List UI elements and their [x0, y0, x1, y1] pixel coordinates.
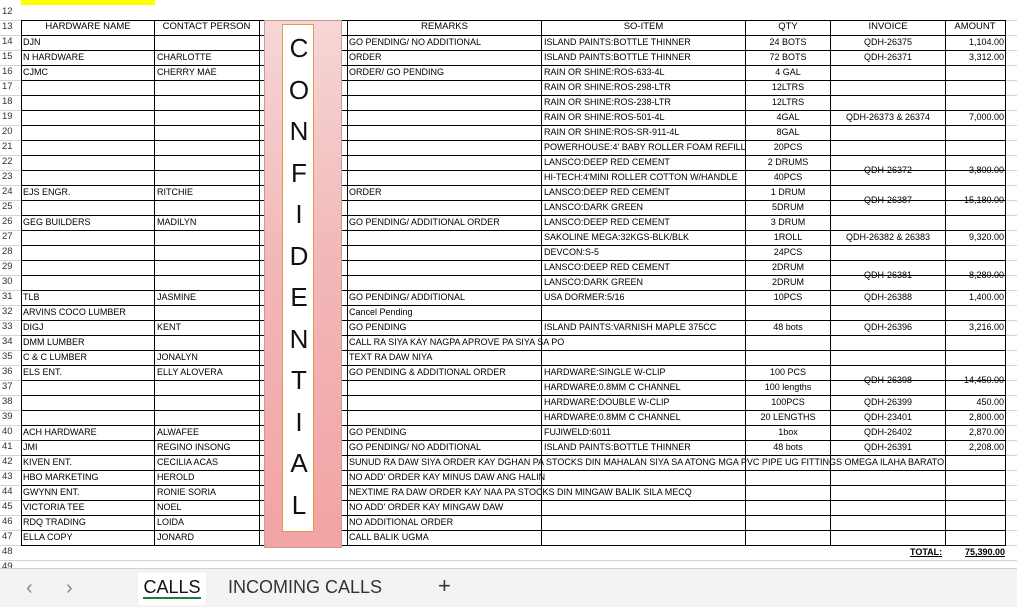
qty-cell[interactable]: 48 bots [773, 442, 803, 452]
row-border [21, 155, 1006, 156]
qty-cell[interactable]: 12LTRS [771, 97, 805, 107]
qty-cell[interactable]: 100PCS [771, 397, 805, 407]
header-remarks[interactable]: REMARKS [421, 21, 468, 32]
invoice-cell[interactable]: QDH-26373 & 26374 [845, 112, 931, 122]
hardware-name-cell[interactable]: KIVEN ENT. [23, 457, 73, 467]
remarks-cell[interactable]: GO PENDING/ NO ADDITIONAL [349, 442, 482, 452]
so-item-cell[interactable]: LANSCO:DEEP RED CEMENT [544, 262, 670, 272]
amount-cell[interactable]: 450.00 [976, 397, 1004, 407]
invoice-cell[interactable]: QDH-23401 [863, 412, 913, 422]
total-value[interactable]: 75,390.00 [964, 547, 1005, 557]
watermark-letter: A [290, 448, 308, 478]
row-number[interactable]: 21 [2, 141, 13, 152]
row-number[interactable]: 28 [2, 246, 13, 257]
row-border [21, 245, 1006, 246]
contact-person-cell[interactable]: CHARLOTTE [157, 52, 212, 62]
row-number[interactable]: 12 [2, 6, 13, 17]
qty-cell[interactable]: 1ROLL [773, 232, 803, 242]
contact-person-cell[interactable]: KENT [157, 322, 182, 332]
hardware-name-cell[interactable]: ARVINS COCO LUMBER [23, 307, 126, 317]
tab-calls-label: CALLS [143, 577, 201, 597]
qty-cell[interactable]: 24PCS [773, 247, 803, 257]
watermark-letter: T [291, 365, 307, 395]
add-sheet-button[interactable]: + [438, 573, 451, 598]
so-item-cell[interactable]: RAIN OR SHINE:ROS-633-4L [544, 67, 665, 77]
column-border [259, 20, 260, 545]
row-number[interactable]: 40 [2, 426, 13, 437]
row-number[interactable]: 45 [2, 501, 13, 512]
so-item-cell[interactable]: RAIN OR SHINE:ROS-501-4L [544, 112, 665, 122]
row-number[interactable]: 43 [2, 471, 13, 482]
remarks-cell[interactable]: GO PENDING/ ADDITIONAL [349, 292, 466, 302]
hardware-name-cell[interactable]: ACH HARDWARE [23, 427, 97, 437]
row-number[interactable]: 31 [2, 291, 13, 302]
so-item-cell[interactable]: HARDWARE:DOUBLE W-CLIP [544, 397, 670, 407]
row-border [21, 80, 1006, 81]
row-number[interactable]: 49 [2, 561, 13, 568]
header-amount[interactable]: AMOUNT [954, 21, 996, 32]
qty-cell[interactable]: 2 DRUMS [767, 157, 809, 167]
total-label[interactable]: TOTAL: [910, 547, 943, 557]
hardware-name-cell[interactable]: TLB [23, 292, 40, 302]
so-item-cell[interactable]: POWERHOUSE:4' BABY ROLLER FOAM REFILL [544, 142, 746, 152]
invoice-cell[interactable]: QDH-26398 [863, 374, 913, 385]
amount-cell[interactable]: 3,312.00 [968, 52, 1004, 62]
amount-cell[interactable]: 3,216.00 [968, 322, 1004, 332]
row-number[interactable]: 38 [2, 396, 13, 407]
contact-person-cell[interactable]: HEROLD [157, 472, 195, 482]
hardware-name-cell[interactable]: ELS ENT. [23, 367, 63, 377]
qty-cell[interactable]: 100 lengths [764, 382, 812, 392]
row-number[interactable]: 36 [2, 366, 13, 377]
hardware-name-cell[interactable]: CJMC [23, 67, 48, 77]
amount-cell[interactable]: 3,800.00 [968, 164, 1004, 175]
row-number[interactable]: 47 [2, 531, 13, 542]
confidential-watermark [282, 24, 314, 532]
header-so-item[interactable]: SO-ITEM [623, 21, 664, 32]
row-number[interactable]: 41 [2, 441, 13, 452]
contact-person-cell[interactable]: RITCHIE [157, 187, 193, 197]
column-border [945, 20, 946, 545]
hardware-name-cell[interactable]: C & C LUMBER [23, 352, 88, 362]
qty-cell[interactable]: 2DRUM [771, 277, 804, 287]
chevron-left-icon[interactable]: ‹ [26, 577, 33, 599]
remarks-cell[interactable]: NO ADD' ORDER KAY MINGAW DAW [349, 502, 504, 512]
hardware-name-cell[interactable]: EJS ENGR. [23, 187, 71, 197]
so-item-cell[interactable]: LANSCO:DEEP RED CEMENT [544, 217, 670, 227]
watermark-letter: D [289, 240, 309, 271]
invoice-cell[interactable]: QDH-26382 & 26383 [845, 232, 931, 242]
so-item-cell[interactable]: HARDWARE:SINGLE W-CLIP [544, 367, 666, 377]
header-contact-person[interactable]: CONTACT PERSON [162, 21, 251, 32]
row-number[interactable]: 13 [2, 21, 13, 32]
qty-cell[interactable]: 8GAL [776, 127, 800, 137]
invoice-cell[interactable]: QDH-26375 [863, 37, 913, 47]
row-border [21, 125, 1006, 126]
hardware-name-cell[interactable]: DJN [23, 37, 41, 47]
so-item-cell[interactable]: LANSCO:DARK GREEN [544, 202, 644, 212]
qty-cell[interactable]: 72 BOTS [769, 52, 807, 62]
contact-person-cell[interactable]: LOIDA [157, 517, 185, 527]
qty-cell[interactable]: 20PCS [773, 142, 803, 152]
watermark-letter: N [289, 116, 309, 146]
invoice-cell[interactable]: QDH-26388 [863, 292, 913, 302]
so-item-cell[interactable]: RAIN OR SHINE:ROS-298-LTR [544, 82, 671, 92]
row-number[interactable]: 27 [2, 231, 13, 242]
so-item-cell[interactable]: USA DORMER:5/16 [544, 292, 625, 302]
remarks-cell[interactable]: SUNUD RA DAW SIYA ORDER KAY DGHAN PA STOCKS DIN MAHALAN SIYA SA ATONG MGA PVC PIPE UG FITTINGS OMEGA ILAHA BARATO [349, 457, 945, 467]
so-item-cell[interactable]: LANSCO:DARK GREEN [544, 277, 644, 287]
sheet-tab-bar [0, 568, 1017, 607]
row-number[interactable]: 26 [2, 216, 13, 227]
column-border [21, 20, 22, 545]
invoice-cell[interactable]: QDH-26402 [863, 427, 913, 437]
qty-cell[interactable]: 20 LENGTHS [760, 412, 816, 422]
invoice-cell[interactable]: QDH-26391 [863, 442, 913, 452]
amount-cell[interactable]: 15,180.00 [963, 194, 1004, 205]
row-number[interactable]: 37 [2, 381, 13, 392]
row-number[interactable]: 29 [2, 261, 13, 272]
hardware-name-cell[interactable]: DIGJ [23, 322, 44, 332]
amount-cell[interactable]: 2,870.00 [968, 427, 1004, 437]
contact-person-cell[interactable]: ALWAFEE [157, 427, 200, 437]
hardware-name-cell[interactable]: N HARDWARE [23, 52, 85, 62]
watermark-letter: L [291, 489, 307, 520]
row-number[interactable]: 39 [2, 411, 13, 422]
row-number[interactable]: 25 [2, 201, 13, 212]
watermark-letter: I [295, 199, 303, 229]
remarks-cell[interactable]: ORDER [349, 187, 382, 197]
so-item-cell[interactable]: HARDWARE:0.8MM C CHANNEL [544, 412, 681, 422]
amount-cell[interactable]: 7,000.00 [968, 112, 1004, 122]
remarks-cell[interactable]: ORDER/ GO PENDING [349, 67, 445, 77]
grid-line [0, 560, 1017, 561]
so-item-cell[interactable]: ISLAND PAINTS:VARNISH MAPLE 375CC [544, 322, 717, 332]
watermark-letter: E [290, 282, 308, 312]
hardware-name-cell[interactable]: HBO MARKETING [23, 472, 99, 482]
remarks-cell[interactable]: CALL BALIK UGMA [349, 532, 429, 542]
row-number[interactable]: 33 [2, 321, 13, 332]
tab-incoming-calls[interactable]: INCOMING CALLS [228, 577, 383, 597]
column-border [1005, 20, 1006, 545]
row-number[interactable]: 14 [2, 36, 13, 47]
row-number[interactable]: 20 [2, 126, 13, 137]
qty-cell[interactable]: 48 bots [773, 322, 803, 332]
watermark-letter: F [291, 157, 307, 188]
remarks-cell[interactable]: GO PENDING [349, 322, 407, 332]
hardware-name-cell[interactable]: JMI [23, 442, 38, 452]
contact-person-cell[interactable]: JONARD [157, 532, 195, 542]
remarks-cell[interactable]: GO PENDING & ADDITIONAL ORDER [349, 367, 506, 377]
invoice-cell[interactable]: QDH-26371 [863, 52, 913, 62]
chevron-right-icon[interactable]: › [66, 577, 73, 599]
contact-person-cell[interactable]: CECILIA ACAS [157, 457, 219, 467]
remarks-cell[interactable]: ORDER [349, 52, 382, 62]
so-item-cell[interactable]: RAIN OR SHINE:ROS-SR-911-4L [544, 127, 680, 137]
row-border [21, 95, 1006, 96]
so-item-cell[interactable]: ISLAND PAINTS:BOTTLE THINNER [544, 37, 691, 47]
qty-cell[interactable]: 24 BOTS [769, 37, 807, 47]
hardware-name-cell[interactable]: ELLA COPY [23, 532, 73, 542]
so-item-cell[interactable]: LANSCO:DEEP RED CEMENT [544, 187, 670, 197]
remarks-cell[interactable]: GO PENDING [349, 427, 407, 437]
row-number[interactable]: 35 [2, 351, 13, 362]
contact-person-cell[interactable]: REGINO INSONG [157, 442, 231, 452]
amount-cell[interactable]: 14,450.00 [963, 374, 1004, 385]
qty-cell[interactable]: 40PCS [773, 172, 803, 182]
hardware-name-cell[interactable]: GWYNN ENT. [23, 487, 80, 497]
row-number[interactable]: 23 [2, 171, 13, 182]
hardware-name-cell[interactable]: GEG BUILDERS [23, 217, 91, 227]
hardware-name-cell[interactable]: DMM LUMBER [23, 337, 85, 347]
row-number[interactable]: 46 [2, 516, 13, 527]
invoice-cell[interactable]: QDH-26387 [863, 194, 913, 205]
remarks-cell[interactable]: NEXTIME RA DAW ORDER KAY NAA PA STOCKS DIN MINGAW BALIK SILA MECQ [349, 487, 692, 497]
contact-person-cell[interactable]: MADILYN [157, 217, 197, 227]
remarks-cell[interactable]: NO ADDITIONAL ORDER [349, 517, 454, 527]
amount-cell[interactable]: 2,208.00 [968, 442, 1004, 452]
so-item-cell[interactable]: RAIN OR SHINE:ROS-238-LTR [544, 97, 671, 107]
header-invoice[interactable]: INVOICE [868, 21, 908, 32]
amount-cell[interactable]: 8,280.00 [968, 269, 1004, 280]
amount-cell[interactable]: 1,400.00 [968, 292, 1004, 302]
remarks-cell[interactable]: Cancel Pending [349, 307, 413, 317]
column-border [154, 20, 155, 545]
tab-calls[interactable] [138, 573, 206, 605]
row-number[interactable]: 22 [2, 156, 13, 167]
qty-cell[interactable]: 4GAL [776, 112, 800, 122]
qty-cell[interactable]: 100 PCS [769, 367, 807, 377]
header-hardware-name[interactable]: HARDWARE NAME [45, 21, 131, 32]
row-number[interactable]: 16 [2, 66, 13, 77]
remarks-cell[interactable]: NO ADD' ORDER KAY MINUS DAW ANG HALIN [349, 472, 546, 482]
invoice-cell[interactable]: QDH-26396 [863, 322, 913, 332]
row-number[interactable]: 30 [2, 276, 13, 287]
column-border [347, 20, 348, 545]
row-number[interactable]: 15 [2, 51, 13, 62]
remarks-cell[interactable]: GO PENDING/ NO ADDITIONAL [349, 37, 482, 47]
contact-person-cell[interactable]: JONALYN [157, 352, 198, 362]
row-border [21, 305, 1006, 306]
remarks-cell[interactable]: TEXT RA DAW NIYA [349, 352, 433, 362]
row-border [21, 260, 1006, 261]
amount-cell[interactable]: 2,800.00 [968, 412, 1004, 422]
contact-person-cell[interactable]: JASMINE [157, 292, 197, 302]
row-border [21, 545, 1006, 546]
remarks-cell[interactable]: CALL RA SIYA KAY NAGPA APROVE PA SIYA SA PO [349, 337, 565, 347]
hardware-name-cell[interactable]: VICTORIA TEE [23, 502, 85, 512]
row-number[interactable]: 44 [2, 486, 13, 497]
contact-person-cell[interactable]: ELLY ALOVERA [157, 367, 223, 377]
so-item-cell[interactable]: ISLAND PAINTS:BOTTLE THINNER [544, 52, 691, 62]
qty-cell[interactable]: 1 DRUM [770, 187, 806, 197]
qty-cell[interactable]: 12LTRS [771, 82, 805, 92]
row-number[interactable]: 17 [2, 81, 13, 92]
so-item-cell[interactable]: ISLAND PAINTS:BOTTLE THINNER [544, 442, 691, 452]
watermark-letter: N [289, 323, 309, 354]
row-number[interactable]: 34 [2, 336, 13, 347]
row-number[interactable]: 18 [2, 96, 13, 107]
row-number[interactable]: 32 [2, 306, 13, 317]
header-qty[interactable]: QTY [778, 21, 798, 32]
qty-cell[interactable]: 10PCS [773, 292, 803, 302]
amount-cell[interactable]: 1,104.00 [968, 37, 1004, 47]
contact-person-cell[interactable]: RONIE SORIA [157, 487, 217, 497]
hardware-name-cell[interactable]: RDQ TRADING [23, 517, 86, 527]
qty-cell[interactable]: 2DRUM [771, 262, 804, 272]
so-item-cell[interactable]: HI-TECH:4'MINI ROLLER COTTON W/HANDLE [544, 172, 738, 182]
row-number[interactable]: 24 [2, 186, 13, 197]
highlighted-cell[interactable] [21, 0, 155, 5]
row-number[interactable]: 19 [2, 111, 13, 122]
contact-person-cell[interactable]: NOEL [157, 502, 182, 512]
invoice-cell[interactable]: QDH-26381 [863, 269, 913, 280]
qty-cell[interactable]: 5DRUM [771, 202, 804, 212]
row-number[interactable]: 48 [2, 546, 13, 557]
qty-cell[interactable]: 3 DRUM [770, 217, 806, 227]
row-border [21, 140, 1006, 141]
so-item-cell[interactable]: SAKOLINE MEGA:32KGS-BLK/BLK [544, 232, 690, 242]
amount-cell[interactable]: 9,320.00 [968, 232, 1004, 242]
watermark-letter: I [295, 406, 303, 437]
so-item-cell[interactable]: LANSCO:DEEP RED CEMENT [544, 157, 670, 167]
so-item-cell[interactable]: DEVCON:S-5 [544, 247, 600, 257]
invoice-cell[interactable]: QDH-26399 [863, 397, 913, 407]
contact-person-cell[interactable]: CHERRY MAE [157, 67, 217, 77]
so-item-cell[interactable]: FUJIWELD:6011 [544, 427, 611, 437]
qty-cell[interactable]: 4 GAL [775, 67, 801, 77]
watermark-letter: O [288, 74, 310, 105]
invoice-cell[interactable]: QDH-26372 [863, 164, 913, 175]
so-item-cell[interactable]: HARDWARE:0.8MM C CHANNEL [544, 382, 681, 392]
row-number[interactable]: 42 [2, 456, 13, 467]
watermark-letter: C [289, 33, 309, 63]
remarks-cell[interactable]: GO PENDING/ ADDITIONAL ORDER [349, 217, 500, 227]
qty-cell[interactable]: 1box [778, 427, 798, 437]
